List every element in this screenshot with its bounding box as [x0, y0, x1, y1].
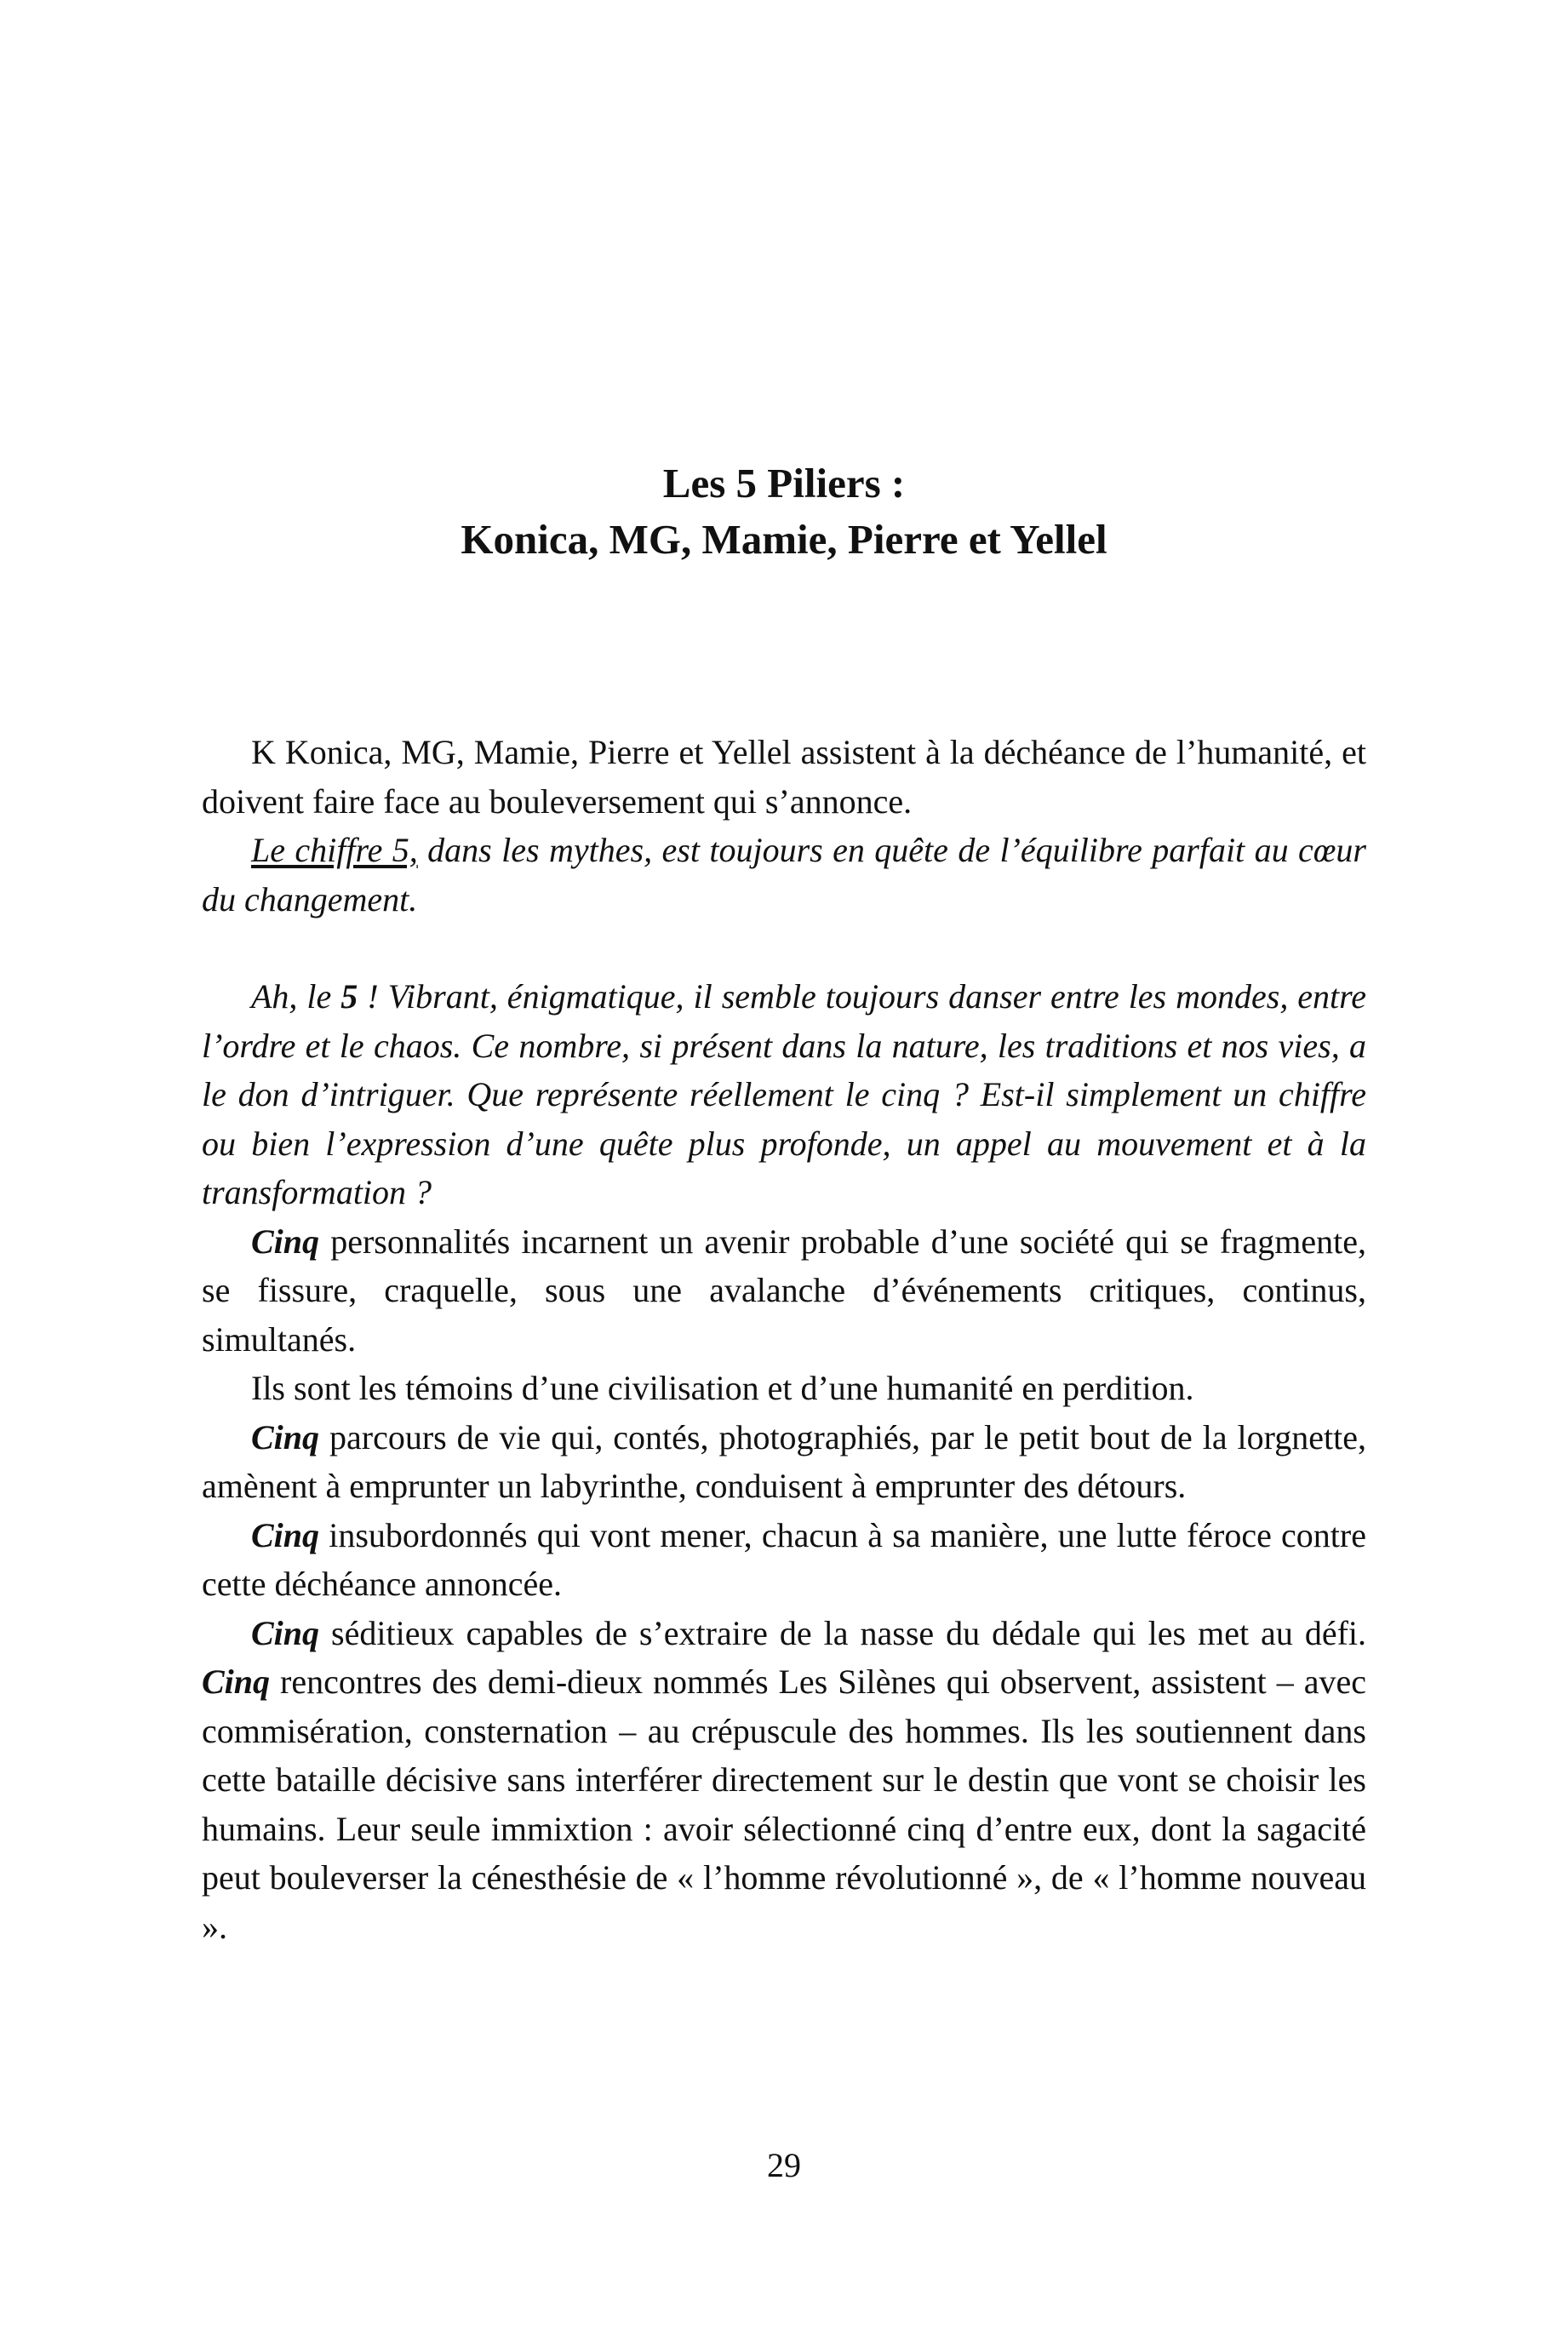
- chapter-title: [0, 455, 1568, 568]
- emphasis-cinq: Cinq: [251, 1613, 320, 1652]
- paragraph-parcours-text: parcours de vie qui, contés, photographiés, par le petit bout de la lorgnette, amènent à emprunter un labyrinthe, conduisent à emprunter des détours.: [202, 1417, 1366, 1505]
- paragraph-temoins: [202, 1364, 1366, 1413]
- paragraph-ah-le-5-text: ! Vibrant, énigmatique, il semble toujours danser entre les mondes, entre l’ordre et le chaos. Ce nombre, si présent dans la nature, les traditions et nos vies, a le don d’intriguer. Que représente réellement le cinq ? Est-il simplement un chiffre ou bien l’expression d’une quête plus profonde, un appel au mouvement et à la transformation ?: [202, 977, 1367, 1211]
- emphasis-cinq: Cinq: [251, 1417, 320, 1456]
- paragraph-ah-le-5-start: Ah, le: [251, 977, 341, 1016]
- paragraph-intro: [202, 728, 1366, 826]
- paragraph-insubordonnes: [202, 1511, 1366, 1609]
- paragraph-temoins-text: Ils sont les témoins d’une civilisation et d’une humanité en perdition.: [251, 1369, 1194, 1407]
- paragraph-silenes-text: rencontres des demi-dieux nommés Les Silènes qui observent, assistent – avec commisération, consternation – au crépuscule des hommes. Ils les soutiennent dans cette bataille décisive sans interférer directement sur le destin que vont se choisir les humains. Leur seule immixtion : avoir sélectionné cinq d’entre eux, dont la sagacité peut bouleverser la cénesthésie de « l’homme révolutionné », de « l’homme nouveau ».: [202, 1662, 1366, 1946]
- paragraph-chiffre-5-text: dans les mythes, est toujours en quête de l’équilibre parfait au cœur du changement.: [202, 831, 1366, 918]
- paragraph-seditieux-text: séditieux capables de s’extraire de la nasse du dédale qui les met au défi.: [319, 1613, 1366, 1652]
- paragraph-seditieux: [202, 1609, 1366, 1952]
- emphasis-cinq: Cinq: [251, 1515, 320, 1554]
- paragraph-parcours: [202, 1413, 1366, 1511]
- chapter-title-line-2: Konica, MG, Mamie, Pierre et Yellel: [461, 516, 1107, 563]
- emphasis-cinq: Cinq: [251, 1222, 320, 1261]
- chapter-title-line-1: Les 5 Piliers :: [662, 460, 906, 506]
- bold-number-5: 5: [340, 977, 358, 1016]
- paragraph-ah-le-5: [202, 972, 1366, 1217]
- paragraph-chiffre-5: [202, 826, 1366, 924]
- body-text: [202, 728, 1366, 1951]
- underlined-phrase: Le chiffre 5,: [251, 831, 418, 869]
- paragraph-personnalites-text: personnalités incarnent un avenir probable d’une société qui se fragmente, se fissure, craquelle, sous une avalanche d’événements critiques, continus, simultanés.: [202, 1222, 1366, 1359]
- paragraph-insubordonnes-text: insubordonnés qui vont mener, chacun à sa manière, une lutte féroce contre cette déchéance annoncée.: [202, 1515, 1366, 1603]
- paragraph-personnalites: [202, 1217, 1366, 1365]
- emphasis-cinq: Cinq: [202, 1662, 271, 1701]
- paragraph-intro-text: K Konica, MG, Mamie, Pierre et Yellel assistent à la déchéance de l’humanité, et doivent faire face au bouleversement qui s’annonce.: [202, 733, 1366, 821]
- page-number: 29: [767, 2146, 801, 2184]
